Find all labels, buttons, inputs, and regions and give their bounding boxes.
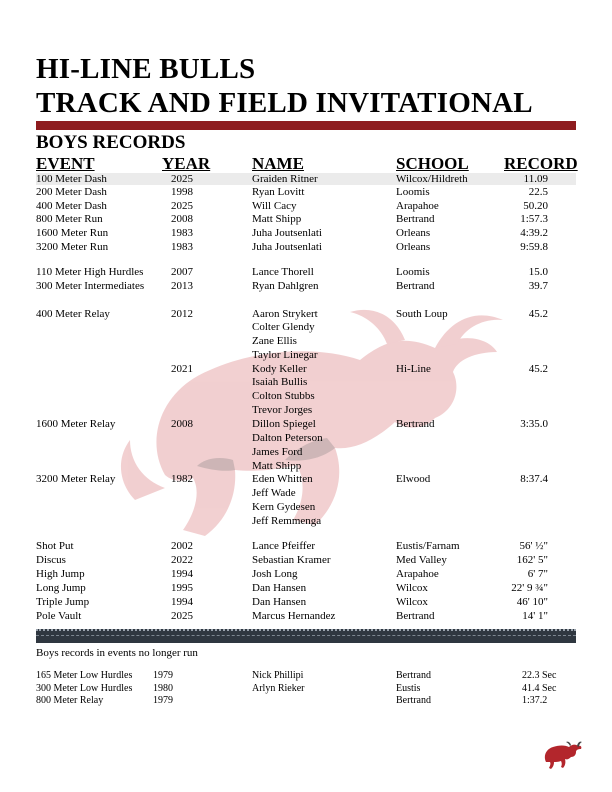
discontinued-record: 41.4 Sec (522, 683, 557, 694)
record-school: Wilcox (396, 596, 428, 608)
record-record: 8:37.4 (520, 473, 548, 485)
record-record: 162' 5" (516, 554, 548, 566)
record-name: Marcus Hernandez (252, 610, 336, 622)
record-record: 15.0 (528, 266, 548, 278)
column-header-record: RECORD (504, 154, 578, 173)
record-event: Triple Jump (36, 596, 90, 608)
record-name: Dan Hansen (252, 596, 307, 608)
record-name: Kody Keller (252, 363, 307, 375)
record-event: 300 Meter Intermediates (36, 280, 145, 292)
record-record: 3:35.0 (520, 418, 548, 430)
record-school: Bertrand (396, 610, 435, 622)
discontinued-note: Boys records in events no longer run (36, 647, 198, 659)
discontinued-event: 165 Meter Low Hurdles (36, 670, 133, 681)
record-event: Shot Put (36, 540, 74, 552)
record-record: 6' 7" (527, 568, 548, 580)
discontinued-year: 1980 (153, 683, 173, 694)
discontinued-school: Eustis (396, 683, 421, 694)
title-line-2: TRACK AND FIELD INVITATIONAL (36, 87, 533, 119)
column-header-name: NAME (252, 154, 304, 173)
record-school: Loomis (396, 266, 430, 278)
record-school: Orleans (396, 227, 431, 239)
title-underline-bar (36, 121, 576, 130)
record-event: 110 Meter High Hurdles (36, 266, 144, 278)
record-school: Wilcox (396, 582, 428, 594)
record-event: 3200 Meter Relay (36, 473, 116, 485)
record-year: 1983 (171, 241, 193, 253)
record-record: 45.2 (528, 363, 548, 375)
title-line-1: HI-LINE BULLS (36, 53, 256, 85)
discontinued-record: 22.3 Sec (522, 670, 557, 681)
record-name: Isaiah Bullis (252, 376, 308, 388)
bull-logo-icon (540, 738, 582, 770)
column-header-school: SCHOOL (396, 154, 469, 173)
record-event: Long Jump (36, 582, 86, 594)
record-event: 400 Meter Dash (36, 200, 107, 212)
record-record: 45.2 (528, 308, 548, 320)
record-name: Will Cacy (252, 200, 297, 212)
record-name: Lance Pfeiffer (252, 540, 316, 552)
record-school: Elwood (396, 473, 431, 485)
record-year: 1994 (171, 568, 193, 580)
record-event: High Jump (36, 568, 85, 580)
record-school: Loomis (396, 186, 430, 198)
record-school: Bertrand (396, 280, 435, 292)
record-event: Discus (36, 554, 66, 566)
record-year: 2025 (171, 610, 193, 622)
record-name: Dan Hansen (252, 582, 307, 594)
record-event: 400 Meter Relay (36, 308, 110, 320)
record-record: 56' ½" (519, 540, 548, 552)
record-record: 39.7 (528, 280, 548, 292)
record-name: Colton Stubbs (252, 390, 315, 402)
record-name: Eden Whitten (252, 473, 313, 485)
discontinued-name: Arlyn Rieker (252, 683, 305, 694)
discontinued-year: 1979 (153, 695, 173, 706)
record-year: 2013 (171, 280, 193, 292)
record-name: Zane Ellis (252, 335, 297, 347)
record-year: 2025 (171, 173, 193, 185)
record-name: Ryan Lovitt (252, 186, 305, 198)
record-name: Aaron Strykert (252, 308, 318, 320)
record-year: 1995 (171, 582, 193, 594)
record-record: 4:39.2 (520, 227, 548, 239)
record-year: 2021 (171, 363, 193, 375)
record-record: 9:59.8 (520, 241, 548, 253)
record-name: Taylor Linegar (252, 349, 318, 361)
record-event: Pole Vault (36, 610, 82, 622)
record-school: South Loup (396, 308, 448, 320)
record-name: Kern Gydesen (252, 501, 316, 513)
record-year: 1998 (171, 186, 193, 198)
record-event: 1600 Meter Run (36, 227, 109, 239)
record-name: Colter Glendy (252, 321, 315, 333)
record-year: 2008 (171, 418, 193, 430)
column-header-year: YEAR (162, 154, 211, 173)
record-name: Jeff Remmenga (252, 515, 322, 527)
discontinued-record: 1:37.2 (522, 695, 548, 706)
record-name: Lance Thorell (252, 266, 314, 278)
record-school: Bertrand (396, 418, 435, 430)
discontinued-name: Nick Phillipi (252, 670, 304, 681)
record-school: Arapahoe (396, 568, 439, 580)
record-event: 200 Meter Dash (36, 186, 107, 198)
record-year: 1982 (171, 473, 193, 485)
record-event: 3200 Meter Run (36, 241, 109, 253)
record-name: Dalton Peterson (252, 432, 323, 444)
record-name: James Ford (252, 446, 303, 458)
record-name: Jeff Wade (252, 487, 296, 499)
record-record: 11.09 (523, 173, 548, 185)
record-year: 2008 (171, 213, 193, 225)
record-name: Juha Joutsenlati (252, 241, 322, 253)
record-year: 2002 (171, 540, 193, 552)
record-record: 1:57.3 (520, 213, 548, 225)
discontinued-school: Bertrand (396, 695, 431, 706)
record-school: Orleans (396, 241, 431, 253)
record-record: 22' 9 ¾" (511, 582, 548, 594)
record-name: Dillon Spiegel (252, 418, 316, 430)
discontinued-school: Bertrand (396, 670, 431, 681)
discontinued-event: 800 Meter Relay (36, 695, 104, 706)
discontinued-year: 1979 (153, 670, 173, 681)
record-school: Wilcox/Hildreth (396, 173, 468, 185)
record-name: Sebastian Kramer (252, 554, 331, 566)
column-header-event: EVENT (36, 154, 95, 173)
section-divider (36, 629, 576, 643)
discontinued-event: 300 Meter Low Hurdles (36, 683, 133, 694)
record-year: 2025 (171, 200, 193, 212)
record-record: 14' 1" (522, 610, 548, 622)
record-year: 2007 (171, 266, 193, 278)
record-event: 1600 Meter Relay (36, 418, 116, 430)
record-school: Med Valley (396, 554, 447, 566)
record-name: Ryan Dahlgren (252, 280, 319, 292)
record-school: Hi-Line (396, 363, 431, 375)
record-school: Eustis/Farnam (396, 540, 460, 552)
record-name: Juha Joutsenlati (252, 227, 322, 239)
record-record: 46' 10" (516, 596, 548, 608)
record-year: 1983 (171, 227, 193, 239)
record-name: Matt Shipp (252, 213, 302, 225)
record-school: Bertrand (396, 213, 435, 225)
record-school: Arapahoe (396, 200, 439, 212)
record-year: 2022 (171, 554, 193, 566)
record-year: 2012 (171, 308, 193, 320)
record-name: Trevor Jorges (252, 404, 313, 416)
record-name: Josh Long (252, 568, 298, 580)
record-record: 50.20 (523, 200, 548, 212)
record-name: Matt Shipp (252, 460, 302, 472)
section-title: BOYS RECORDS (36, 132, 186, 153)
record-record: 22.5 (528, 186, 548, 198)
record-event: 800 Meter Run (36, 213, 103, 225)
record-event: 100 Meter Dash (36, 173, 107, 185)
record-name: Graiden Ritner (252, 173, 318, 185)
record-year: 1994 (171, 596, 193, 608)
